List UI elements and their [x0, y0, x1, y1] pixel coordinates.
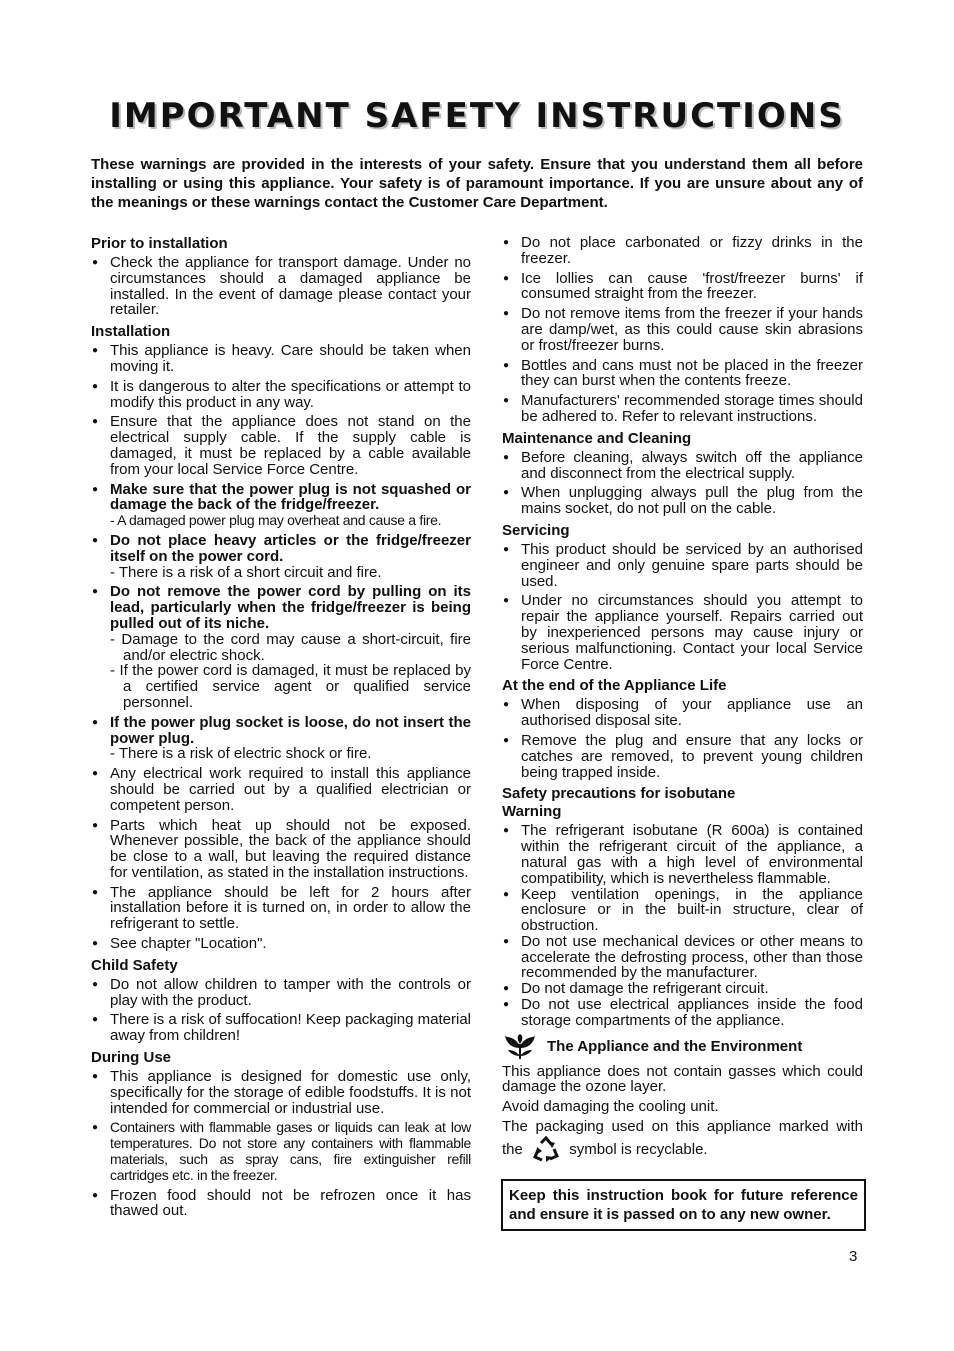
note-line: - A damaged power plug may overheat and cause a fire.	[110, 512, 442, 529]
list-item	[91, 533, 471, 580]
list-end-of-life	[502, 697, 863, 780]
environment-paragraph	[502, 1119, 863, 1165]
list-item: ● Do not remove items from the freezer if your hands are damp/wet, as this could cause skin abrasions or frost/freezer burns.	[502, 306, 863, 353]
list-servicing	[502, 542, 863, 672]
list-child-safety	[91, 977, 471, 1044]
list-item: ● Any electrical work required to install this appliance should be carried out by a qualified electrician or competent person.	[91, 766, 471, 813]
list-item: ● Frozen food should not be refrozen once it has thawed out.	[91, 1188, 471, 1220]
list-item: ● Keep ventilation openings, in the appliance enclosure or in the built-in structure, clear of obstruction.	[502, 887, 863, 934]
list-item: ● Ensure that the appliance does not stand on the electrical supply cable. If the supply cable is damaged, it must be replaced by a cable available from your local Service Force Centre.	[91, 414, 471, 477]
heading-prior-installation: Prior to installation	[91, 235, 228, 252]
list-item: ● Do not use electrical appliances inside the food storage compartments of the appliance.	[502, 997, 863, 1029]
bold-warning: Do not remove the power cord by pulling on its lead, particularly when the fridge/freezer is being pulled out of its niche.	[110, 583, 471, 632]
list-item: ● This product should be serviced by an authorised engineer and only genuine spare parts should be used.	[502, 542, 863, 589]
list-item: ● The appliance should be left for 2 hours after installation before it is turned on, in order to allow the refrigerant to settle.	[91, 885, 471, 932]
note-line: - There is a risk of a short circuit and fire.	[110, 563, 382, 581]
page-number: 3	[849, 1248, 858, 1265]
note-line: - If the power cord is damaged, it must be replaced by a certified service agent or qualified service personnel.	[110, 662, 471, 711]
list-item: ● Before cleaning, always switch off the appliance and disconnect from the electrical supply.	[502, 450, 863, 482]
list-item: ● Remove the plug and ensure that any locks or catches are removed, to prevent young children being trapped inside.	[502, 733, 863, 780]
list-prior-installation	[91, 255, 471, 318]
list-item: ● Bottles and cans must not be placed in the freezer they can burst when the contents freeze.	[502, 358, 863, 390]
list-item	[91, 584, 471, 710]
list-item	[91, 715, 471, 762]
list-item: ● Do not place carbonated or fizzy drinks in the freezer.	[502, 235, 863, 267]
left-column	[91, 235, 471, 1224]
list-item: ● Under no circumstances should you attempt to repair the appliance yourself. Repairs carried out by inexperienced persons may cause injury or serious malfunctioning. Contact your local Service Force Centre.	[502, 593, 863, 672]
heading-installation: Installation	[91, 323, 171, 341]
list-item: ● Manufacturers' recommended storage times should be adhered to. Refer to relevant instructions.	[502, 393, 863, 425]
list-item: ● Do not damage the refrigerant circuit.	[502, 981, 863, 997]
heading-child-safety: Child Safety	[91, 956, 178, 974]
list-installation	[91, 343, 471, 952]
list-item: ● It is dangerous to alter the specifications or attempt to modify this product in any way.	[91, 379, 471, 411]
subheading-warning: Warning	[502, 803, 562, 821]
heading-during-use: During Use	[91, 1049, 172, 1067]
list-item: ● When unplugging always pull the plug from the mains socket, do not pull on the cable.	[502, 485, 863, 517]
list-item: ● Ice lollies can cause 'frost/freezer burns' if consumed straight from the freezer.	[502, 271, 863, 303]
heading-servicing: Servicing	[502, 521, 570, 539]
bold-warning: Do not place heavy articles or the fridge/freezer itself on the power cord.	[110, 531, 471, 565]
list-maintenance	[502, 450, 863, 517]
heading-environment: The Appliance and the Environment	[547, 1038, 803, 1056]
list-item: ● Containers with flammable gases or liquids can leak at low temperatures. Do not store any containers with flammable materials, such as spray cans, fire extinguisher refill cartridges etc. in the freezer.	[91, 1120, 471, 1183]
intro-warning: These warnings are provided in the interests of your safety. Ensure that you understand them all before installing or using this appliance. Your safety is of paramount importance. If you are unsure about any of the meanings or these warnings contact the Customer Care Department.	[91, 156, 863, 211]
note-line: - There is a risk of electric shock or fire.	[110, 745, 372, 763]
list-item	[91, 482, 471, 529]
right-column	[502, 235, 863, 1169]
list-item: ● Parts which heat up should not be exposed. Whenever possible, the back of the appliance should be close to a wall, but leaving the required distance for ventilation, as stated in the installation instructions.	[91, 818, 471, 881]
note-line: - Damage to the cord may cause a short-circuit, fire and/or electric shock.	[110, 630, 471, 664]
environment-paragraph: Avoid damaging the cooling unit.	[502, 1098, 719, 1116]
list-item: ● There is a risk of suffocation! Keep packaging material away from children!	[91, 1012, 471, 1044]
list-item: ● Do not allow children to tamper with the controls or play with the product.	[91, 977, 471, 1009]
list-item: ● Do not use mechanical devices or other means to accelerate the defrosting process, other than those recommended by the manufacturer.	[502, 934, 863, 981]
environment-paragraph: This appliance does not contain gasses which could damage the ozone layer.	[502, 1062, 863, 1096]
page-title: IMPORTANT SAFETY INSTRUCTIONS	[109, 96, 845, 136]
list-item: ● This appliance is heavy. Care should be taken when moving it.	[91, 343, 471, 375]
list-item: ● See chapter "Location".	[91, 936, 471, 952]
bold-warning: If the power plug socket is loose, do not insert the power plug.	[110, 713, 471, 747]
list-item: ● Check the appliance for transport damage. Under no circumstances should a damaged appliance be installed. In the event of damage please contact your retailer.	[91, 255, 471, 318]
keep-instructions-box: Keep this instruction book for future reference and ensure it is passed on to any new owner.	[501, 1179, 866, 1231]
list-isobutane	[502, 823, 863, 1028]
list-during-use-continued	[502, 235, 863, 425]
heading-end-of-life: At the end of the Appliance Life	[502, 677, 727, 695]
list-item: ● This appliance is designed for domestic use only, specifically for the storage of edible foodstuffs. It is not intended for commercial or industrial use.	[91, 1069, 471, 1116]
list-item: ● When disposing of your appliance use an authorised disposal site.	[502, 697, 863, 729]
bold-warning: Make sure that the power plug is not squashed or damage the back of the fridge/freezer.	[110, 480, 471, 514]
packaging-text-end: symbol is recyclable.	[569, 1140, 708, 1158]
environment-header	[502, 1034, 863, 1060]
heading-maintenance: Maintenance and Cleaning	[502, 429, 692, 447]
flower-icon	[502, 1034, 538, 1060]
list-item: ● The refrigerant isobutane (R 600a) is contained within the refrigerant circuit of the appliance, a natural gas with a high level of environmental compatibility, which is nevertheless flammable.	[502, 823, 863, 886]
heading-isobutane: Safety precautions for isobutane	[502, 785, 736, 803]
recycle-icon	[531, 1135, 561, 1165]
list-during-use	[91, 1069, 471, 1219]
packaging-text: The packaging used on this appliance marked with the	[502, 1118, 863, 1158]
